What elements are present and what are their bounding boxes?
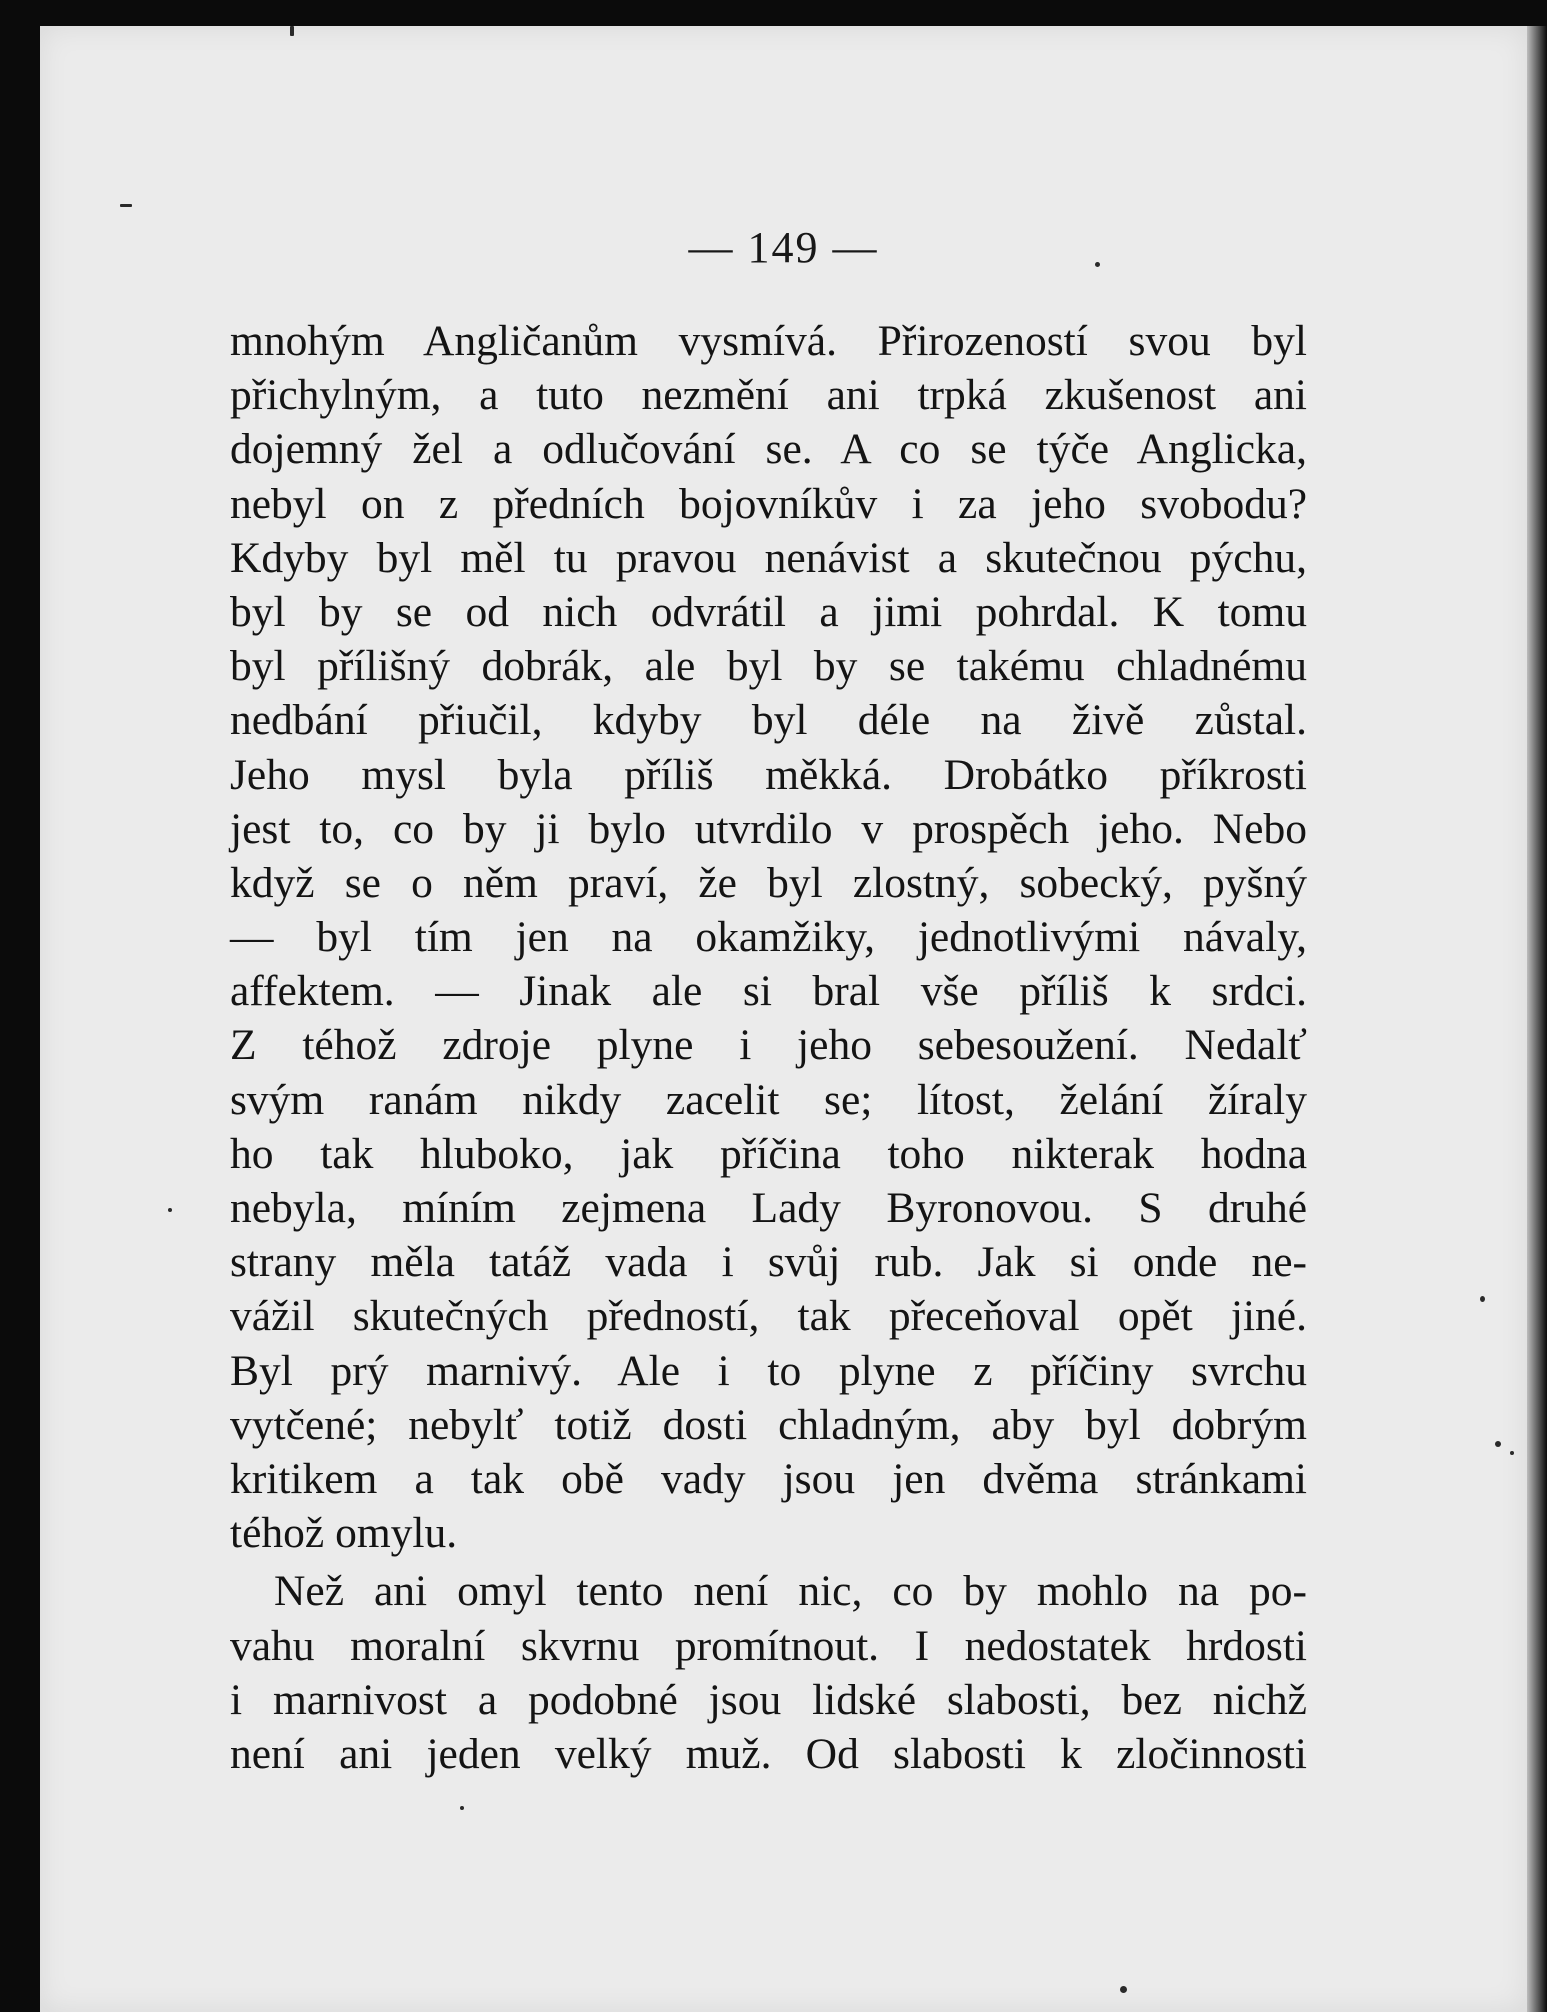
text-line: i marnivost a podobné jsou lidské slabosti, bez nichž [230, 1675, 1307, 1724]
text-line: vahu moralní skvrnu promítnout. I nedostatek hrdosti [230, 1621, 1307, 1670]
text-line: vytčené; nebylť totiž dosti chladným, aby byl dobrým [230, 1400, 1307, 1449]
text-line: nebyla, míním zejmena Lady Byronovou. S druhé [230, 1184, 1307, 1232]
scan-speck [1095, 262, 1100, 267]
text-line: byl by se od nich odvrátil a jimi pohrdal. K tomu [230, 587, 1307, 636]
scan-speck [460, 1806, 464, 1810]
text-line: když se o něm praví, že byl zlostný, sobecký, pyšný [230, 858, 1307, 907]
text-line: dojemný žel a odlučování se. A co se týče Anglicka, [230, 425, 1307, 474]
text-line: vážil skutečných předností, tak přeceňoval opět jiné. [230, 1292, 1307, 1341]
text-line: mnohým Angličanům vysmívá. Přirozeností svou byl [230, 317, 1307, 365]
text-line: Byl prý marnivý. Ale i to plyne z příčiny svrchu [230, 1346, 1307, 1395]
paragraph-2 [230, 1564, 1307, 1781]
text-line: jest to, co by ji bylo utvrdilo v prospěch jeho. Nebo [230, 804, 1307, 853]
page-number: — 149 — [688, 223, 879, 272]
text-line: affektem. — Jinak ale si bral vše příliš k srdci. [230, 967, 1307, 1016]
book-page [40, 26, 1527, 2012]
text-line: není ani jeden velký muž. Od slabosti k zločinnosti [230, 1729, 1307, 1778]
text-line: Z téhož zdroje plyne i jeho sebesoužení. Nedalť [230, 1021, 1307, 1070]
text-line: Kdyby byl měl tu pravou nenávist a skutečnou pýchu, [230, 533, 1307, 582]
text-line: ho tak hluboko, jak příčina toho nikterak hodna [230, 1129, 1307, 1178]
scan-speck [1495, 1441, 1501, 1447]
text-line: byl přílišný dobrák, ale byl by se takému chladnému [230, 642, 1307, 691]
scan-speck [168, 1208, 172, 1212]
scan-speck [1120, 1986, 1127, 1993]
scan-speck [1480, 1296, 1485, 1302]
text-line: strany měla tatáž vada i svůj rub. Jak si onde ne- [230, 1238, 1307, 1287]
text-line: téhož omylu. [230, 1509, 458, 1558]
scan-speck [120, 204, 132, 207]
paragraph-1 [230, 314, 1307, 1560]
scan-speck [1510, 1451, 1514, 1455]
page-edge-shadow [1527, 26, 1547, 2012]
text-line: Než ani omyl tento není nic, co by mohlo na po- [274, 1567, 1307, 1616]
text-line: nebyl on z předních bojovníkův i za jeho svobodu? [230, 479, 1307, 528]
body-text [230, 314, 1307, 1781]
text-line: Jeho mysl byla příliš měkká. Drobátko příkrosti [230, 750, 1307, 799]
text-line: nedbání přiučil, kdyby byl déle na živě zůstal. [230, 696, 1307, 745]
text-line: svým ranám nikdy zacelit se; lítost, želání žíraly [230, 1075, 1307, 1124]
text-line: přichylným, a tuto nezmění ani trpká zkušenost ani [230, 371, 1307, 420]
scan-speck [290, 26, 294, 36]
text-line: kritikem a tak obě vady jsou jen dvěma stránkami [230, 1454, 1307, 1503]
text-line: — byl tím jen na okamžiky, jednotlivými návaly, [230, 913, 1307, 962]
